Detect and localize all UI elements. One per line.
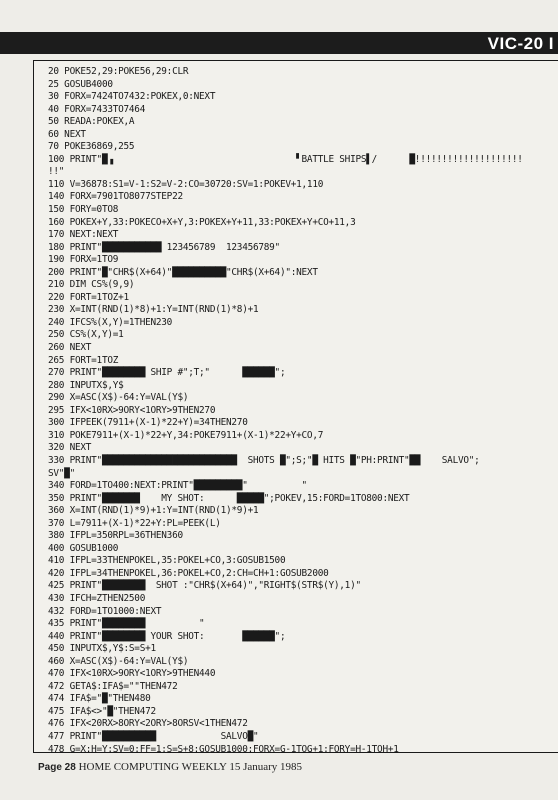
- code-line: 40 FORX=7433TO7464: [48, 103, 146, 115]
- code-line: 50 READA:POKEX,A: [48, 116, 135, 128]
- code-line: 210 DIM CS%(9,9): [48, 279, 135, 291]
- code-line: 330 PRINT"█████████████████████████ SHOTS █";S;"█ HITS █"PH:PRINT"██ SALVO";: [48, 454, 480, 466]
- code-line: !!": [48, 166, 65, 178]
- code-line: 140 FORX=7901TO8077STEP22: [48, 191, 183, 203]
- code-line: 435 PRINT"████████ ": [48, 618, 205, 630]
- code-line: 472 GETA$:IFA$=""THEN472: [48, 680, 178, 692]
- code-line: 110 V=36878:S1=V-1:S2=V-2:CO=30720:SV=1:POKEV+1,110: [48, 178, 324, 190]
- code-line: 360 X=INT(RND(1)*9)+1:Y=INT(RND(1)*9)+1: [48, 505, 259, 517]
- code-line: 370 L=7911+(X-1)*22+Y:PL=PEEK(L): [48, 517, 221, 529]
- page-footer: [38, 761, 302, 773]
- code-line: 200 PRINT"█"CHR$(X+64)"██████████"CHR$(X+64)":NEXT: [48, 266, 318, 278]
- code-line: 440 PRINT"████████ YOUR SHOT: ██████";: [48, 630, 286, 642]
- code-line: 240 IFCS%(X,Y)=1THEN230: [48, 316, 173, 328]
- section-title: VIC-20 I: [487, 34, 554, 53]
- code-line: 230 X=INT(RND(1)*8)+1:Y=INT(RND(1)*8)+1: [48, 304, 259, 316]
- code-line: 478 G=X:H=Y:SV=0:FF=1:S=S+8:GOSUB1000:FORX=G-1TOG+1:FORY=H-1TOH+1: [48, 743, 399, 753]
- code-line: 250 CS%(X,Y)=1: [48, 329, 124, 341]
- code-line: 150 FORY=0TO8: [48, 204, 119, 216]
- code-line: 425 PRINT"████████ SHOT :"CHR$(X+64)","RIGHT$(STR$(Y),1)": [48, 580, 361, 592]
- code-line: 320 NEXT: [48, 442, 92, 454]
- header-bar: [0, 32, 558, 54]
- code-line: 470 IFX<10RX>9ORY<1ORY>9THEN440: [48, 668, 216, 680]
- code-line: 420 IFPL=34THENPOKEL,36:POKEL+CO,2:CH=CH+1:GOSUB2000: [48, 567, 329, 579]
- code-line: 190 FORX=1TO9: [48, 254, 119, 266]
- code-line: 310 POKE7911+(X-1)*22+Y,34:POKE7911+(X-1)*22+Y+CO,7: [48, 429, 324, 441]
- code-line: 350 PRINT"███████ MY SHOT: █████";POKEV,15:FORD=1TO800:NEXT: [48, 492, 410, 504]
- code-line: 30 FORX=7424TO7432:POKEX,0:NEXT: [48, 91, 216, 103]
- code-line: 260 NEXT: [48, 342, 92, 354]
- code-line: 430 IFCH=ZTHEN2500: [48, 592, 146, 604]
- program-listing: [48, 66, 523, 753]
- code-line: 70 POKE36869,255: [48, 141, 135, 153]
- code-line: 410 IFPL=33THENPOKEL,35:POKEL+CO,3:GOSUB1500: [48, 555, 286, 567]
- code-line: 474 IFA$="█"THEN480: [48, 693, 151, 705]
- code-line: 475 IFA$<>"█"THEN472: [48, 705, 156, 717]
- code-line: 290 X=ASC(X$)-64:Y=VAL(Y$): [48, 392, 189, 404]
- publication-line: HOME COMPUTING WEEKLY 15 January 1985: [78, 761, 303, 773]
- page-number: Page 28: [38, 762, 76, 773]
- code-line: 450 INPUTX$,Y$:S=S+1: [48, 643, 156, 655]
- code-line: 380 IFPL=350RPL=36THEN360: [48, 530, 183, 542]
- code-line: 270 PRINT"████████ SHIP #";T;" ██████";: [48, 367, 286, 379]
- code-line: 476 IFX<20RX>8ORY<2ORY>8ORSV<1THEN472: [48, 718, 248, 730]
- code-line: 295 IFX<10RX>9ORY<1ORY>9THEN270: [48, 404, 216, 416]
- code-line: 460 X=ASC(X$)-64:Y=VAL(Y$): [48, 655, 189, 667]
- code-line: 25 GOSUB4000: [48, 78, 113, 90]
- code-line: 477 PRINT"██████████ SALVO█": [48, 730, 259, 742]
- code-line: 280 INPUTX$,Y$: [48, 379, 124, 391]
- code-line: 160 POKEX+Y,33:POKECO+X+Y,3:POKEX+Y+11,33:POKEX+Y+CO+11,3: [48, 216, 356, 228]
- program-listing-box: [33, 60, 558, 753]
- code-line: 400 GOSUB1000: [48, 542, 119, 554]
- code-line: 340 FORD=1TO400:NEXT:PRINT"█████████" ": [48, 480, 307, 492]
- code-line: 432 FORD=1TO1000:NEXT: [48, 605, 162, 617]
- code-line: 60 NEXT: [48, 128, 86, 140]
- code-line: 220 FORT=1TOZ+1: [48, 291, 129, 303]
- code-line: 100 PRINT"█▗ ▘BATTLE SHIPS▌/ █!!!!!!!!!!!!!!!!!!!!: [48, 153, 523, 165]
- code-line: 170 NEXT:NEXT: [48, 229, 119, 241]
- code-line: 265 FORT=1TOZ: [48, 354, 119, 366]
- code-line: 180 PRINT"███████████ 123456789 123456789": [48, 241, 280, 253]
- code-line: 300 IFPEEK(7911+(X-1)*22+Y)=34THEN270: [48, 417, 248, 429]
- code-line: 20 POKE52,29:POKE56,29:CLR: [48, 66, 189, 77]
- code-line: SV"█": [48, 467, 75, 479]
